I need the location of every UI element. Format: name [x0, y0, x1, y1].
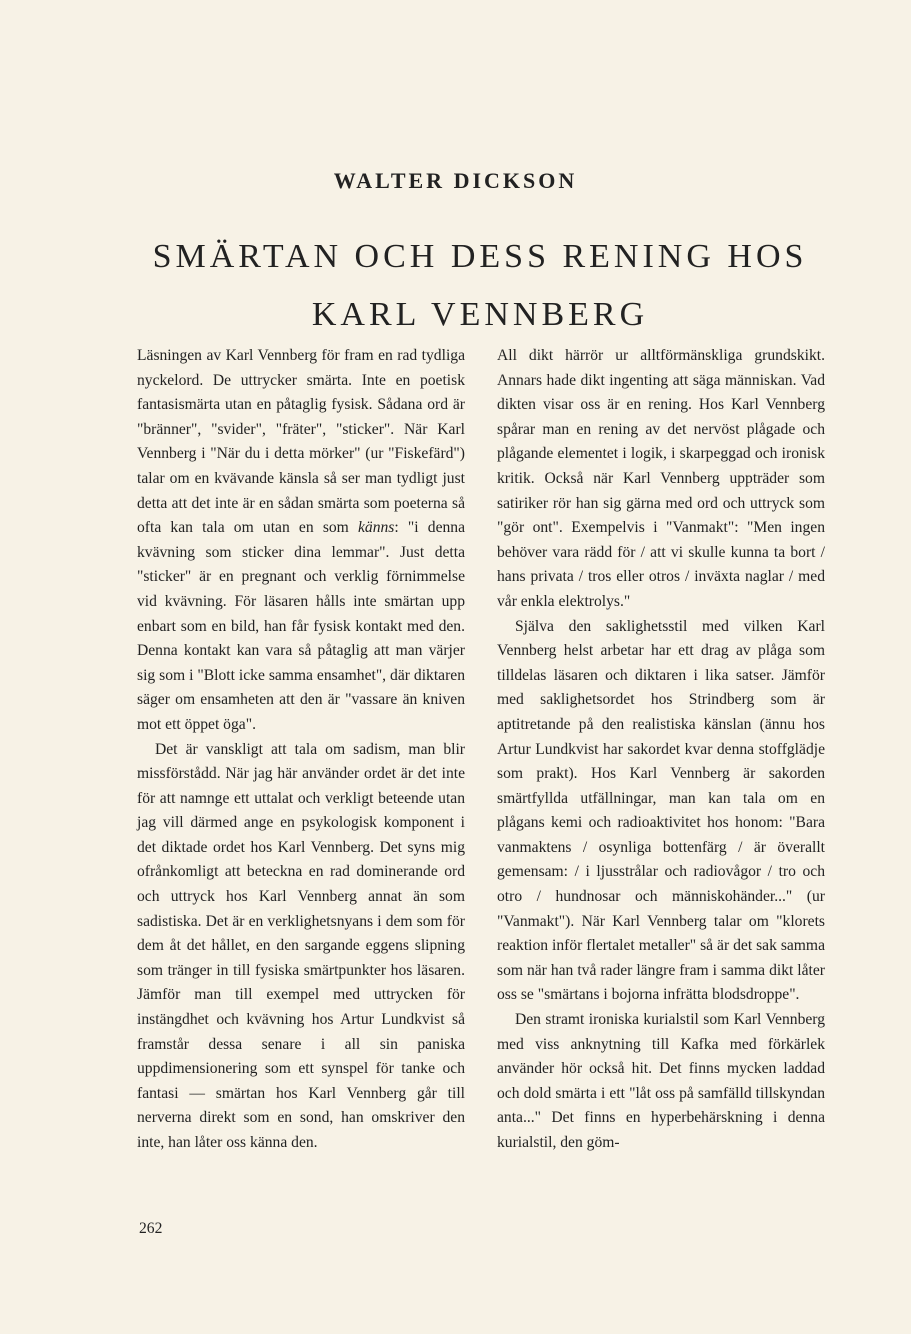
paragraph: Själva den saklighetsstil med vilken Karl Vennberg helst arbetar har ett drag av plåga som tilldelas läsaren och diktaren i lika satser. Jämför med saklighetsordet hos Strindberg som är aptitretande på den realistiska känslan (ännu hos Artur Lundkvist har sakordet kvar denna stoffglädje som prakt). Hos Karl Vennberg är sakorden smärtfyllda utfällningar, man kan tala om en plågans kemi och radioaktivitet hos honom: "Bara vanmaktens / osynliga bottenfärg / är överallt gemensam: / i ljusstrålar och radiovågor / tro och otro / hundnosar och människohänder..." (ur "Vanmakt"). När Karl Vennberg talar om "klorets reaktion inför flertalet metaller" så är det sak samma som när han två rader längre fram i samma dikt låter oss se "smärtans i bojorna infrätta blodsdroppe". — [497, 617, 825, 1004]
article-title-line-1: SMÄRTAN OCH DESS RENING HOS — [152, 238, 808, 275]
article-title-line-2: KARL VENNBERG — [311, 296, 649, 333]
paragraph: All dikt härrör ur alltförmänskliga grundskikt. Annars hade dikt ingenting att säga människan. Vad dikten visar oss är en rening. Hos Karl Vennberg spårar man en rening av det nervöst plågade och plågande elementet i logik, i skarpeggad och ironisk kritik. Också när Karl Vennberg uppträder som satiriker rör han sig gärna med ord och uttryck som "gör ont". Exempelvis i "Vanmakt": "Men ingen behöver vara rädd för / att vi skulle kunna ta bort / hans privata / tros eller otros / inväxta naglar / med vår enkla elektrolys." — [497, 347, 825, 610]
page-number: 262 — [139, 1220, 163, 1237]
article-title — [0, 228, 911, 344]
paragraph-text: : "i denna kvävning som sticker dina lemmar". Just detta "sticker" är en pregnant och verklig förnimmelse vid kvävning. För läsaren hålls inte smärtan upp enbart som en bild, han får fysisk kontakt med den. Denna kontakt kan vara så påtaglig att man värjer sig som i "Blott icke samma ensamhet", där diktaren säger om ensamheten att den är "vassare än kniven mot ett öppet öga". — [137, 519, 466, 733]
paragraph-text: Läsningen av Karl Vennberg för fram en rad tydliga nyckelord. De uttrycker smärta. Inte en poetisk fantasismärta utan en påtaglig fysisk. Sådana ord är "bränner", "svider", "fräter", "sticker". När Karl Vennberg i "När du i detta mörker" (ur "Fiskefärd") talar om en kvävande känsla så ser man tydligt just detta att det inte är en sådan smärta som poeterna så ofta kan tala om utan en som — [137, 347, 465, 537]
right-column — [497, 344, 825, 1156]
emphasized-word: känns — [358, 519, 395, 537]
author-name: WALTER DICKSON — [333, 168, 578, 193]
paragraph: Det är vanskligt att tala om sadism, man blir missförstådd. När jag här använder ordet är det inte för att namnge ett uttalat och verkligt beteende utan jag vill därmed ange en psykologisk komponent i det diktade ordet hos Karl Vennberg. Det syns mig ofrånkomligt att beteckna en rad dominerande ord och uttryck hos Karl Vennberg annat än som sadistiska. Det är en verklighetsnyans i dem som för dem åt det hållet, en den sargande eggens slipning som tränger in till fysiska smärtpunkter hos läsaren. Jämför man till exempel med uttrycken för instängdhet och kvävning hos Artur Lundkvist så framstår dessa senare i all sin paniska uppdimensionering som ett synspel för tanke och fantasi — smärtan hos Karl Vennberg går till nerverna direkt som en sond, han omskriver den inte, han låter oss känna den. — [137, 740, 465, 1151]
paragraph: Den stramt ironiska kurialstil som Karl Vennberg med viss anknytning till Kafka med förkärlek använder hör också hit. Det finns mycken laddad och dold smärta i ett "låt oss på samfälld tillskyndan anta..." Det finns en hyperbehärskning i denna kurialstil, den göm- — [497, 1011, 825, 1151]
paragraph — [137, 344, 465, 738]
left-column — [137, 344, 465, 1156]
